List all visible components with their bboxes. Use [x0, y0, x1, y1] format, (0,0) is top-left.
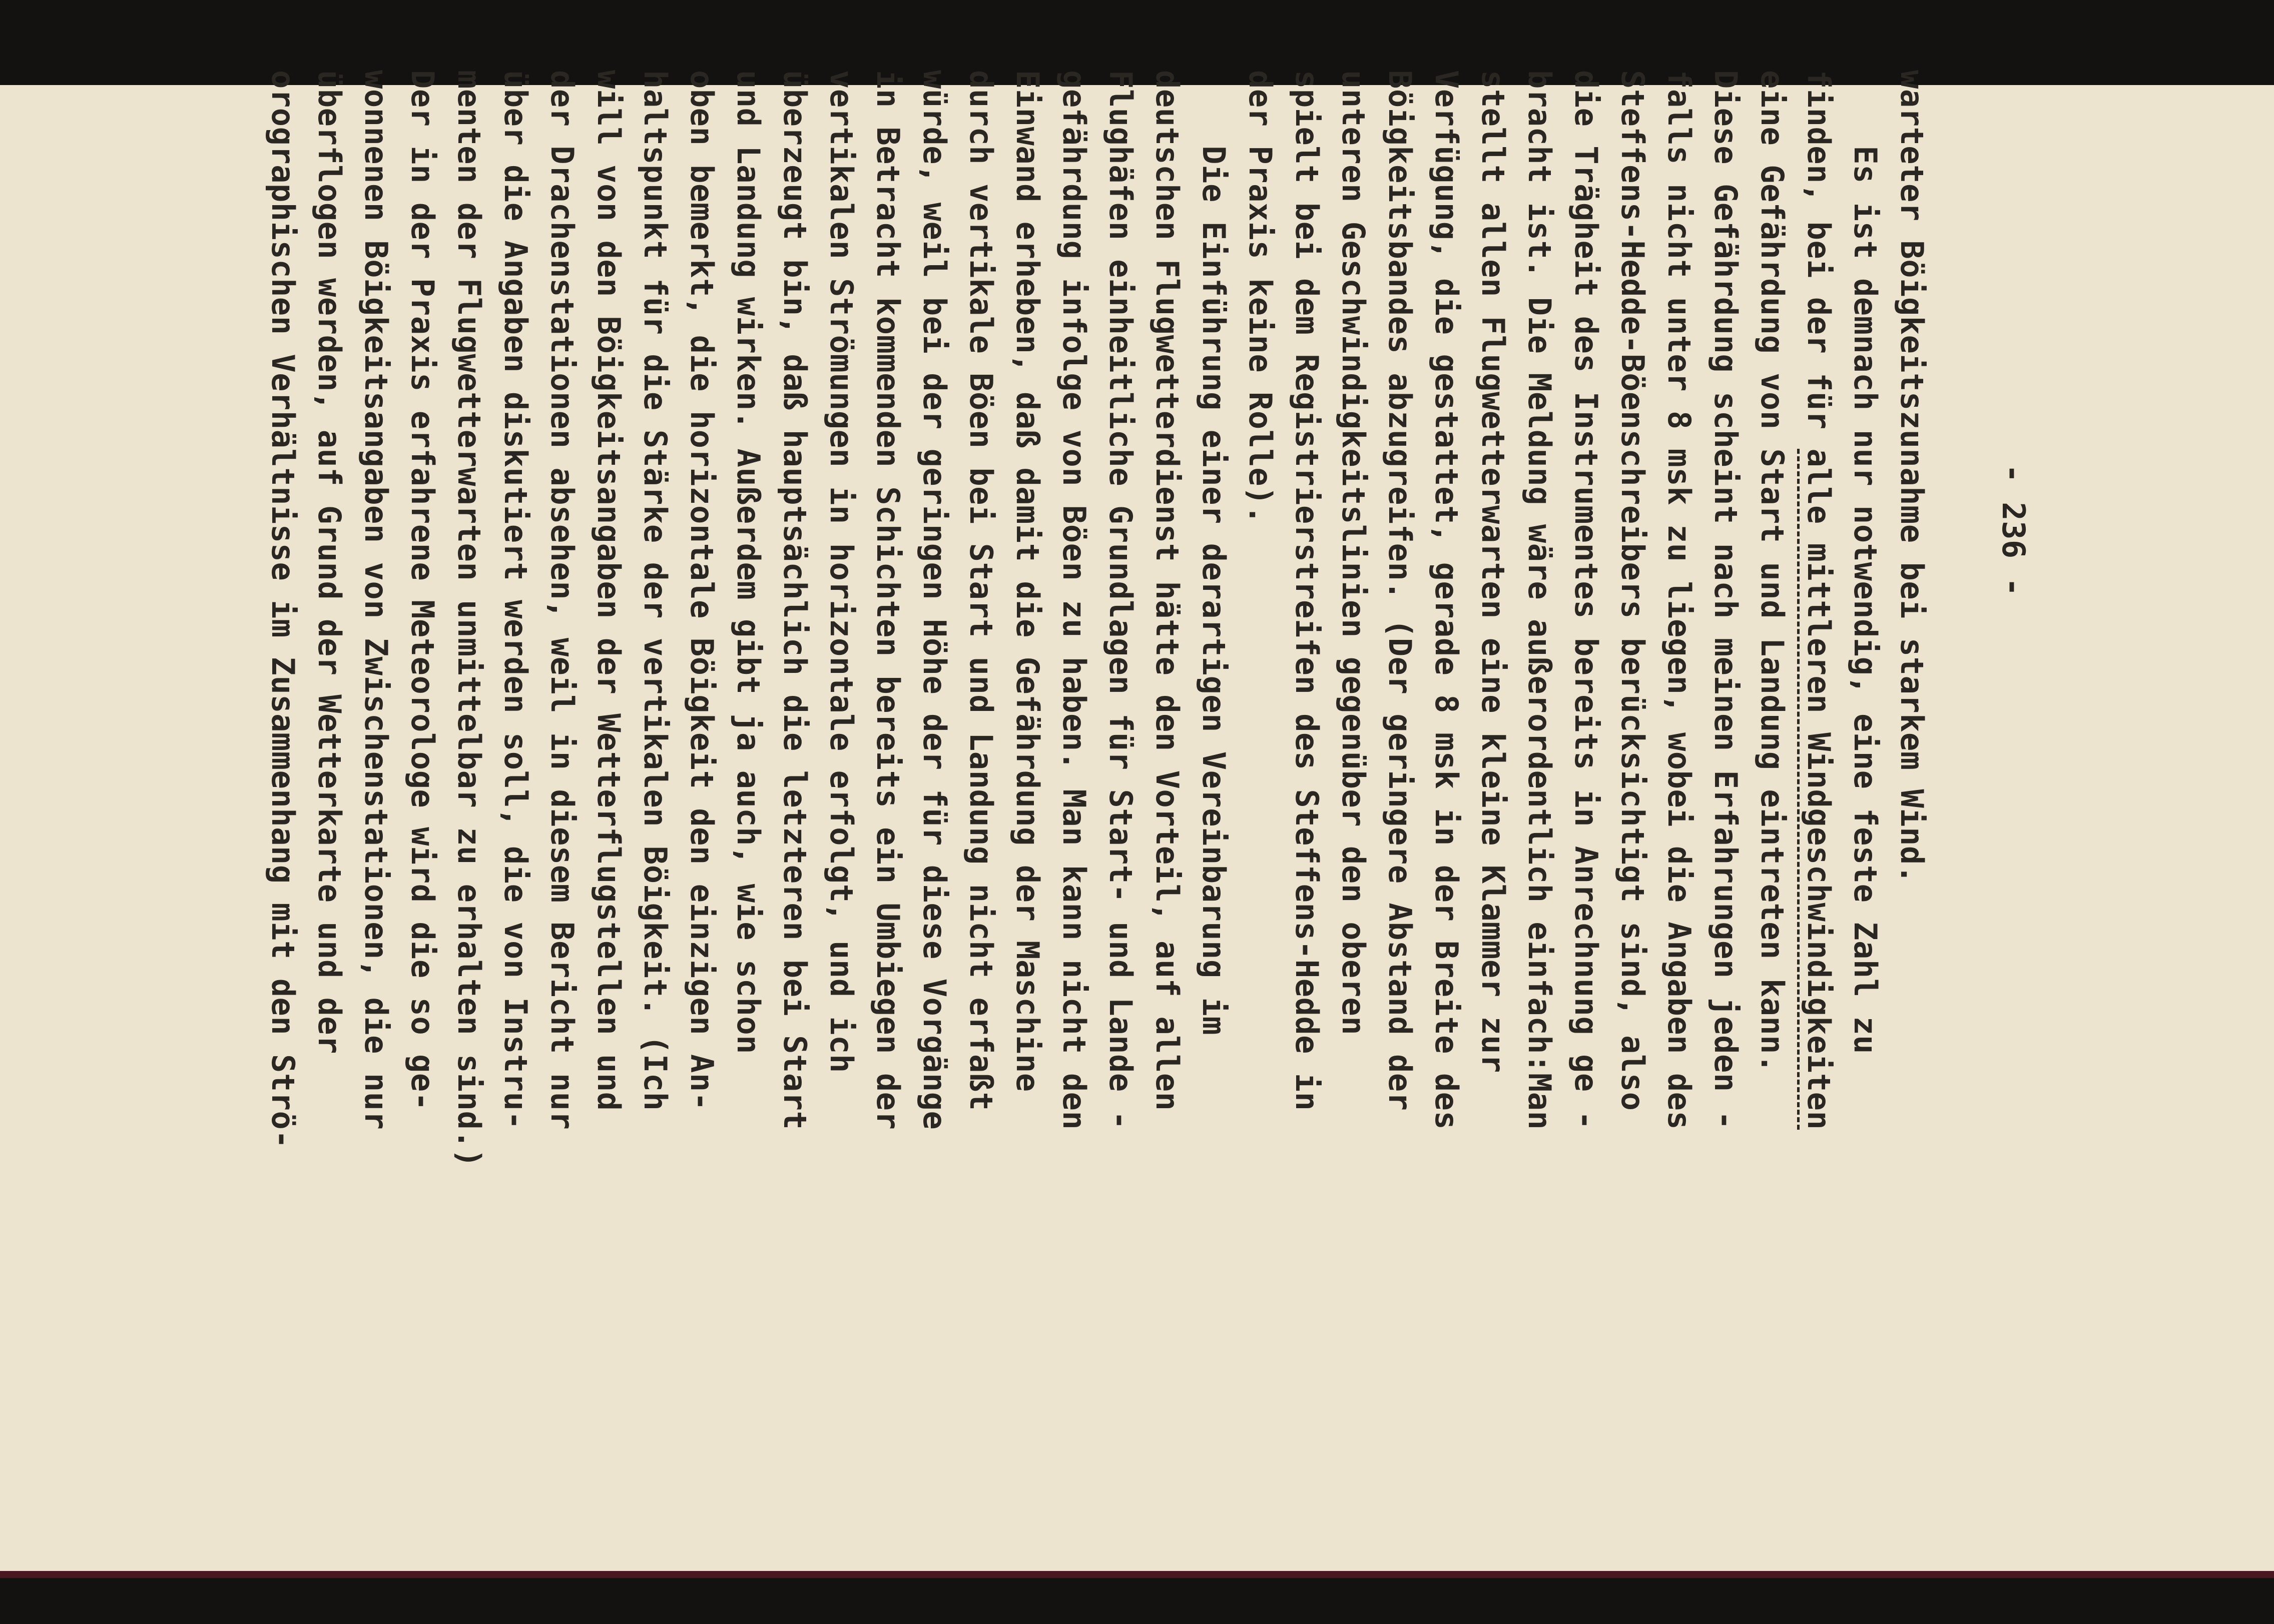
text-line: Die Einführung einer derartigen Vereinbarung im [1196, 70, 1232, 1036]
text-line: die Trägheit des Instrumentes bereits in Anrechnung ge - [1568, 70, 1604, 1130]
text-line: Einwand erheben, daß damit die Gefährdung der Maschine [1009, 70, 1046, 1092]
text-line: Flughäfen einheitliche Grundlagen für Start- und Lande - [1102, 70, 1139, 1130]
text-line: über die Angaben diskutiert werden soll, die von Instru- [497, 70, 534, 1130]
text-line: Böigkeitsbandes abzugreifen. (Der geringere Abstand der [1382, 70, 1418, 1111]
text-line: Steffens-Hedde-Böenschreibers berücksichtigt sind, also [1614, 70, 1651, 1111]
text-line: der Praxis keine Rolle). [1242, 70, 1279, 524]
text-line: unteren Geschwindigkeitslinien gegenüber den oberen [1335, 70, 1372, 1036]
text-line: will von den Böigkeitsangaben der Wetterflugstellen und [591, 70, 627, 1111]
text-line: stellt allen Flugwetterwarten eine kleine Klammer zur [1475, 70, 1511, 1073]
page-number: - 236 - [1995, 464, 2032, 597]
text-line: deutschen Flugwetterdienst hätte den Vorteil, auf allen [1149, 70, 1186, 1111]
text-line: orographischen Verhältnisse im Zusammenhang mit den Strö- [265, 70, 301, 1149]
text-line: eine Gefährdung von Start und Landung eintreten kann. [1754, 70, 1791, 1073]
text-line: überzeugt bin, daß hauptsächlich die letzteren bei Start [777, 70, 813, 1130]
text-line: spielt bei dem Registrierstreifen des Steffens-Hedde in [1289, 70, 1325, 1111]
scan-bottom-edge [0, 1571, 2274, 1578]
text-line: in Betracht kommenden Schichten bereits ein Umbiegen der [870, 70, 906, 1130]
text-line-start: finden, bei der für [1801, 70, 1837, 449]
text-line: Es ist demnach nur notwendig, eine feste Zahl zu [1847, 70, 1884, 1055]
text-line: wonnenen Böigkeitsangaben von Zwischenstationen, die nur [358, 70, 394, 1130]
text-line: bracht ist. Die Meldung wäre außerordentlich einfach:Man [1521, 70, 1558, 1130]
text-line: falls nicht unter 8 msk zu liegen, wobei die Angaben des [1661, 70, 1697, 1130]
text-line: überflogen werden, auf Grund der Wetterkarte und der [311, 70, 348, 1055]
text-line [1796, 70, 1842, 1511]
text-line: Der in der Praxis erfahrene Meteorologe wird die so ge- [404, 70, 441, 1111]
text-line: oben bemerkt, die horizontale Böigkeit den einzigen An- [684, 70, 720, 1111]
text-line: vertikalen Strömungen in horizontale erfolgt, und ich [823, 70, 860, 1073]
text-line: gefährdung infolge von Böen zu haben. Man kann nicht den [1056, 70, 1092, 1130]
text-line: würde, weil bei der geringen Höhe der für diese Vorgänge [916, 70, 953, 1130]
text-line: menten der Flugwetterwarten unmittelbar zu erhalten sind.) [451, 70, 487, 1168]
text-line: Diese Gefährdung scheint nach meinen Erfahrungen jeden - [1708, 70, 1744, 1130]
text-line: haltspunkt für die Stärke der vertikalen Böigkeit. (Ich [637, 70, 674, 1111]
text-line: warteter Böigkeitszunahme bei starkem Wind. [1894, 70, 1930, 884]
typewritten-text-block [155, 70, 2037, 1511]
text-line: und Landung wirken. Außerdem gibt ja auch, wie schon [730, 70, 767, 1055]
text-line: durch vertikale Böen bei Start und Landung nicht erfaßt [963, 70, 999, 1111]
underlined-phrase: alle mittleren Windgeschwindigkeiten [1797, 449, 1837, 1130]
text-line: Verfügung, die gestattet, gerade 8 msk in der Breite des [1428, 70, 1465, 1130]
text-line: der Drachenstationen absehen, weil in diesem Bericht nur [544, 70, 581, 1130]
